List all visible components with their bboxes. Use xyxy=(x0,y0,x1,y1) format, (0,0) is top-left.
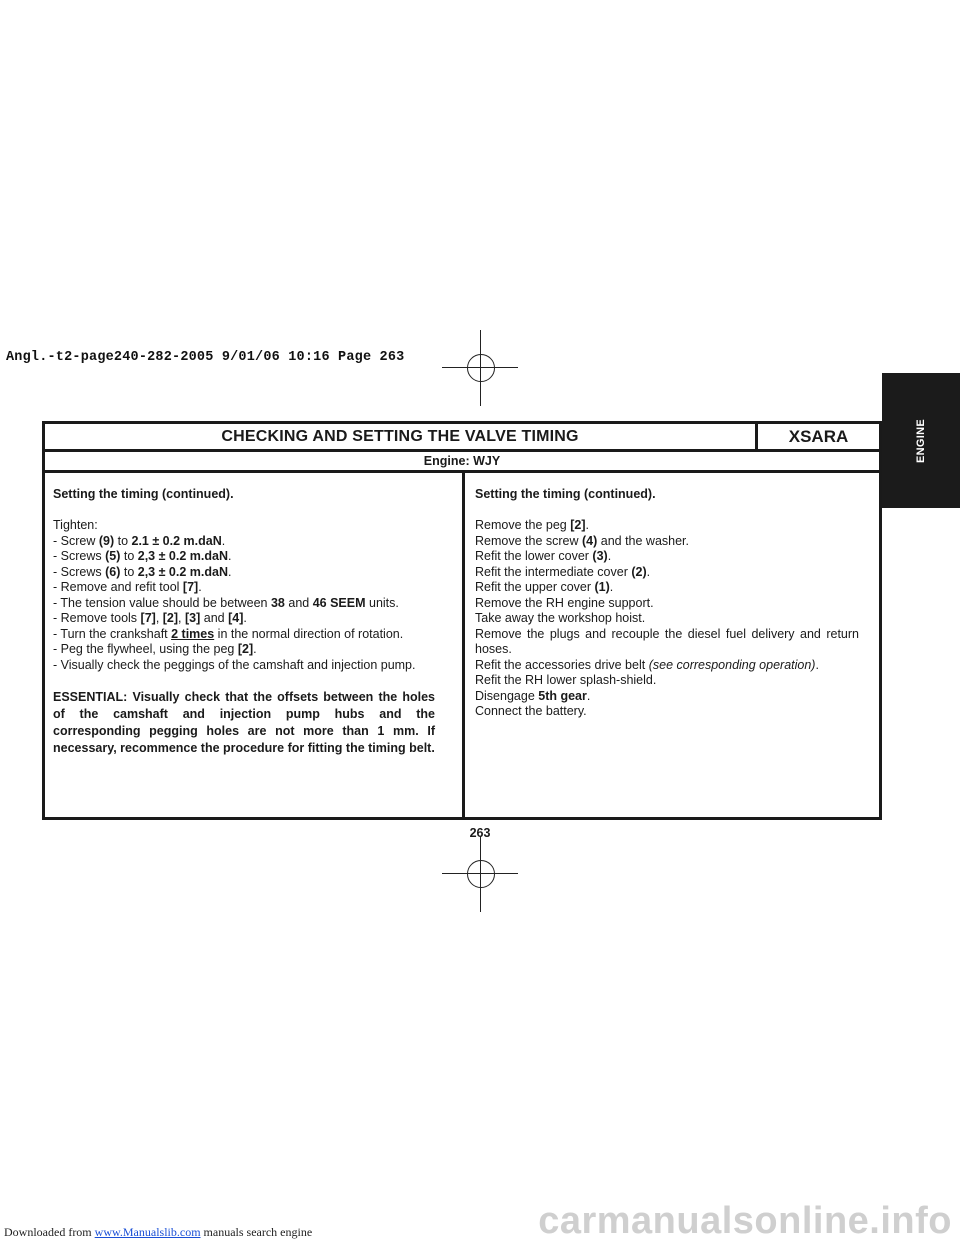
instruction-line: - Screw (9) to 2.1 ± 0.2 m.daN. xyxy=(53,533,226,548)
print-header: Angl.-t2-page240-282-2005 9/01/06 10:16 Page 263 xyxy=(6,350,405,365)
procedure-title: CHECKING AND SETTING THE VALVE TIMING xyxy=(45,424,758,449)
right-column xyxy=(475,487,859,720)
procedure-box xyxy=(42,421,882,820)
instruction-line: - Screws (5) to 2,3 ± 0.2 m.daN. xyxy=(53,549,232,563)
instruction-line: Remove the screw (4) and the washer. xyxy=(475,533,689,548)
essential-note: ESSENTIAL: Visually check that the offsets between the holes of the camshaft and injection pump hubs and the corresponding pegging holes are not more than 1 mm. If necessary, recommence the procedure for fitting the timing belt. xyxy=(53,689,435,755)
instruction-line: - Peg the flywheel, using the peg [2]. xyxy=(53,642,257,656)
instruction-line: Refit the intermediate cover (2). xyxy=(475,564,651,579)
instruction-line: - Visually check the peggings of the camshaft and injection pump. xyxy=(53,657,416,672)
section-tab xyxy=(882,373,960,508)
instruction-line: - The tension value should be between 38 and 46 SEEM units. xyxy=(53,595,399,610)
manualslib-link[interactable]: www.Manualslib.com xyxy=(94,1225,201,1239)
instruction-line: Connect the battery. xyxy=(475,704,587,718)
column-divider xyxy=(462,473,465,817)
instruction-line: Take away the workshop hoist. xyxy=(475,611,646,625)
crop-mark-top xyxy=(442,330,518,406)
watermark: carmanualsonline.info xyxy=(538,1200,952,1242)
instruction-line: Remove the peg [2]. xyxy=(475,518,589,532)
tighten-label: Tighten: xyxy=(53,518,98,532)
instruction-line: Refit the upper cover (1). xyxy=(475,580,614,594)
title-row xyxy=(45,424,879,452)
left-column xyxy=(53,487,435,757)
vehicle-model: XSARA xyxy=(788,426,849,446)
instruction-line: Refit the accessories drive belt (see corresponding operation). xyxy=(475,657,819,672)
right-heading: Setting the timing (continued). xyxy=(475,487,656,501)
download-footer: Downloaded from www.Manualslib.com manuals search engine xyxy=(4,1225,313,1239)
crop-mark-bottom xyxy=(442,836,518,912)
instruction-line: Refit the RH lower splash-shield. xyxy=(475,673,657,687)
instruction-line: - Screws (6) to 2,3 ± 0.2 m.daN. xyxy=(53,564,232,579)
instruction-line: - Turn the crankshaft 2 times in the normal direction of rotation. xyxy=(53,626,404,641)
instruction-line: - Remove and refit tool [7]. xyxy=(53,580,202,594)
engine-code: Engine: WJY xyxy=(45,452,879,473)
instruction-line: Remove the plugs and recouple the diesel fuel delivery and return hoses. xyxy=(475,626,859,656)
instruction-line: Refit the lower cover (3). xyxy=(475,549,612,563)
instruction-line: Disengage 5th gear. xyxy=(475,688,591,703)
instruction-line: - Remove tools [7], [2], [3] and [4]. xyxy=(53,611,247,625)
page-number: 263 xyxy=(469,826,491,840)
section-tab-label: ENGINE xyxy=(914,418,927,463)
instruction-line: Remove the RH engine support. xyxy=(475,595,654,610)
left-heading: Setting the timing (continued). xyxy=(53,487,234,501)
